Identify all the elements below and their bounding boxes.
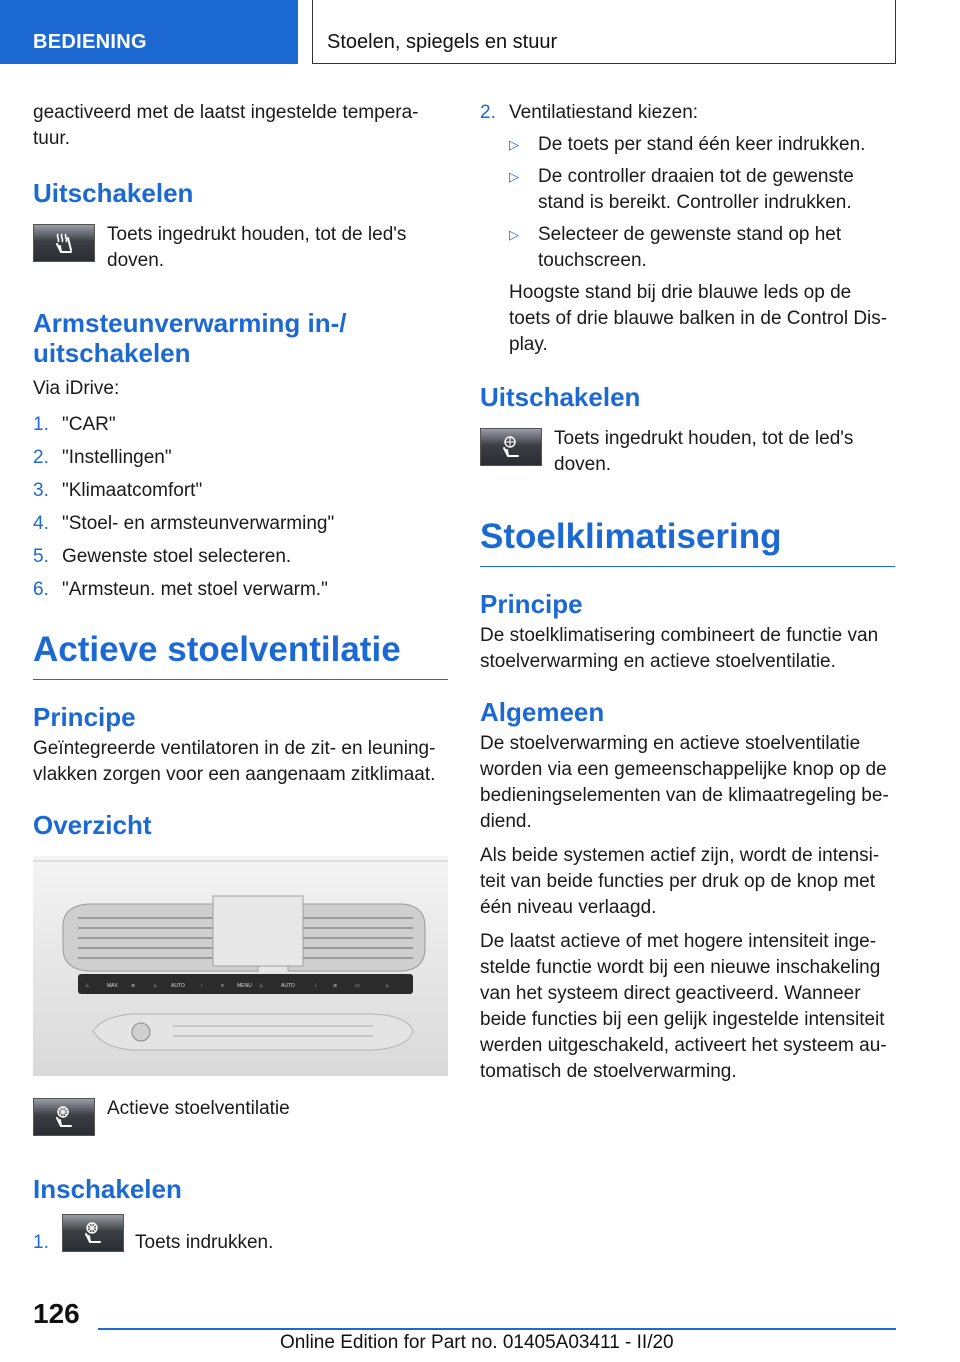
list-item: ▷ De controller draaien tot de gewenste stand is bereikt. Controller indrukken. xyxy=(509,166,854,213)
list-item: ▷ De toets per stand één keer indrukken. xyxy=(509,132,895,158)
page-number: 126 xyxy=(33,1298,80,1329)
svg-text:♨: ♨ xyxy=(153,983,158,989)
right-column xyxy=(480,100,895,1093)
via-idrive: Via iDrive: xyxy=(33,378,120,399)
off-row xyxy=(480,426,895,478)
vent-caption: Actieve stoelventilatie xyxy=(107,1098,290,1119)
principle-text: De stoelklimatisering combineert de functie van stoelverwarming en actieve stoelventilatie. xyxy=(480,625,879,672)
vent-title: Actieve stoelventilatie xyxy=(33,630,401,669)
principle-text: Geïntegreerde ventilatoren in de zit- en leuning-vlakken zorgen voor een aangenaam zitklimaat. xyxy=(33,738,436,785)
vent-title-wrap xyxy=(33,629,448,680)
off-row xyxy=(33,222,448,274)
svg-text:≋: ≋ xyxy=(131,983,136,989)
svg-text:≋: ≋ xyxy=(333,983,338,989)
general-heading: Algemeen xyxy=(480,697,605,727)
principle-heading: Principe xyxy=(33,702,136,732)
off-text: Toets ingedrukt houden, tot de led's doven. xyxy=(107,224,407,271)
triangle-bullet-icon: ▷ xyxy=(509,169,519,184)
climate-title: Stoelklimatisering xyxy=(480,517,782,556)
svg-text:♨: ♨ xyxy=(259,983,264,989)
vent-steps xyxy=(480,100,895,126)
seat-heating-icon xyxy=(33,224,95,262)
svg-text:≡: ≡ xyxy=(221,983,224,989)
general-paragraph: De laatst actieve of met hogere intensiteit inge-stelde functie wordt bij een nieuwe inschakeling van het systeem direct geactiveerd. Wanneer beide functies bij een gelijk ingestelde intensiteit werden uitgeschakeld, activeert het systeem au-tomatisch de stoelverwarming. xyxy=(480,931,887,1082)
general-paragraph: De stoelverwarming en actieve stoelventilatie worden via een gemeenschappelijke knop op de bedieningselementen van de klimaatregeling be-diend. xyxy=(480,733,889,832)
svg-text:MENU: MENU xyxy=(237,983,252,989)
highest-text: Hoogste stand bij drie blauwe leds op de toets of drie blauwe balken in de Control Dis-play. xyxy=(509,282,888,355)
on-step-num: 1. xyxy=(33,1232,49,1253)
list-item: 3. "Klimaatcomfort" xyxy=(33,480,203,501)
svg-text:AUTO: AUTO xyxy=(281,983,295,989)
off-heading: Uitschakelen xyxy=(480,382,641,412)
off-heading: Uitschakelen xyxy=(33,178,194,208)
list-item: 4. "Stoel- en armsteunverwarming" xyxy=(33,513,335,534)
off-text: Toets ingedrukt houden, tot de led's doven. xyxy=(554,428,854,475)
list-item: 5. Gewenste stoel selecteren. xyxy=(33,546,292,567)
intro-text: geactiveerd met de laatst ingestelde tempera-tuur. xyxy=(33,102,419,149)
svg-text:MAX: MAX xyxy=(107,983,118,989)
triangle-bullet-icon: ▷ xyxy=(509,137,519,152)
svg-text:▭: ▭ xyxy=(355,983,360,989)
vent-caption-row xyxy=(33,1096,448,1140)
list-item: 1. "CAR" xyxy=(33,414,116,435)
chapter-title: Stoelen, spiegels en stuur xyxy=(312,0,896,64)
left-column xyxy=(33,100,448,1258)
climate-title-wrap xyxy=(480,516,895,567)
dashboard-photo xyxy=(33,856,448,1076)
seat-ventilation-icon xyxy=(33,1098,95,1136)
principle-heading: Principe xyxy=(480,589,583,619)
list-item: ▷ Selecteer de gewenste stand op het touchscreen. xyxy=(509,224,842,271)
svg-text:⁝: ⁝ xyxy=(201,983,203,989)
seat-heating-icon xyxy=(480,428,542,466)
svg-text:♨: ♨ xyxy=(385,983,390,989)
overview-heading: Overzicht xyxy=(33,810,152,840)
idrive-steps xyxy=(33,412,448,603)
list-item: 6. "Armsteun. met stoel verwarm." xyxy=(33,579,328,600)
svg-text:♨: ♨ xyxy=(85,983,90,989)
armrest-heading: Armsteunverwarming in-/ uitschakelen xyxy=(33,308,347,368)
list-item: 2. "Instellingen" xyxy=(33,447,172,468)
list-item: 2. Ventilatiestand kiezen: xyxy=(480,102,699,123)
svg-text:AUTO: AUTO xyxy=(171,983,185,989)
vent-options xyxy=(480,132,895,274)
svg-text:⁝: ⁝ xyxy=(315,983,317,989)
on-step xyxy=(33,1214,448,1258)
on-step-text: Toets indrukken. xyxy=(135,1232,274,1253)
edition-text: Online Edition for Part no. 01405A03411 - II/20 xyxy=(280,1332,674,1353)
seat-ventilation-icon xyxy=(62,1214,124,1252)
section-tab: BEDIENING xyxy=(0,0,298,64)
general-paragraph: Als beide systemen actief zijn, wordt de intensi-teit van beide functies per druk op de knop met één niveau verlaagd. xyxy=(480,845,880,918)
triangle-bullet-icon: ▷ xyxy=(509,227,519,242)
on-heading: Inschakelen xyxy=(33,1174,182,1204)
